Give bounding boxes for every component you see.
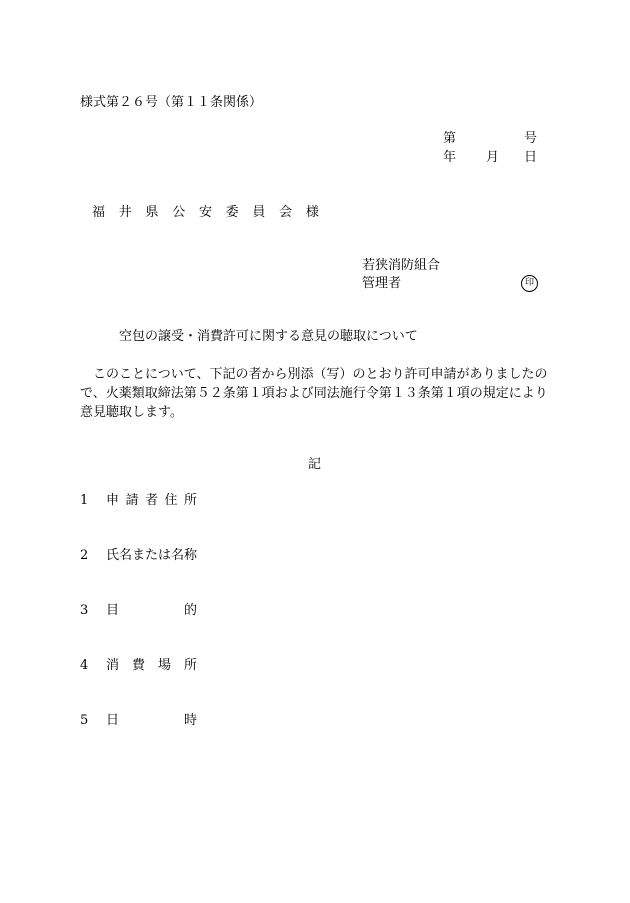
item-label-char: 的 (183, 603, 197, 618)
item-label-char: 者 (144, 493, 158, 508)
item-label-char: 請 (125, 493, 139, 508)
item-label-char: 目 (106, 603, 120, 618)
recipient-char: 安 (198, 205, 212, 220)
recipient-char: 員 (252, 205, 266, 220)
sender-organization: 若狭消防組合 (362, 258, 441, 273)
ki-heading: 記 (308, 457, 322, 472)
item-label-char: 場 (157, 658, 171, 673)
item-label (106, 658, 197, 674)
item-label-char: 日 (106, 713, 120, 728)
item-label-char: 住 (164, 493, 178, 508)
item-number: 3 (80, 603, 89, 618)
recipient (92, 205, 319, 221)
date-month-label: 月 (486, 150, 500, 165)
form-number: 様式第２６号（第１１条関係） (80, 95, 263, 110)
item-label-char: 時 (183, 713, 197, 728)
date-day-label: 日 (524, 150, 538, 165)
item-label-char: 所 (183, 658, 197, 673)
recipient-char: 様 (305, 205, 319, 220)
item-label-char: 所 (183, 493, 197, 508)
recipient-char: 会 (279, 205, 293, 220)
item-label-char: 費 (131, 658, 145, 673)
item-label (106, 713, 197, 729)
item-number: 2 (80, 548, 89, 563)
item-label: 氏名または名称 (106, 548, 198, 563)
seal-mark: 印 (521, 275, 538, 292)
item-number: 4 (80, 658, 89, 673)
recipient-char: 県 (145, 205, 159, 220)
recipient-char: 福 (92, 205, 106, 220)
item-number: 1 (80, 493, 89, 508)
item-number: 5 (80, 713, 89, 728)
document-number-suffix: 号 (524, 131, 538, 146)
recipient-char: 公 (172, 205, 186, 220)
item-label-char: 消 (106, 658, 120, 673)
body-paragraph: このことについて、下記の者から別添（写）のとおり許可申請がありましたので、火薬類取締法第５２条第１項および同法施行令第１３条第１項の規定により意見聴取します。 (80, 367, 548, 420)
recipient-char: 委 (225, 205, 239, 220)
item-label (106, 603, 197, 619)
item-label-char: 申 (106, 493, 120, 508)
item-label (106, 493, 197, 509)
document-number-prefix: 第 (443, 131, 457, 146)
recipient-char: 井 (118, 205, 132, 220)
date-year-label: 年 (443, 150, 457, 165)
sender-title: 管理者 (362, 276, 402, 291)
subject-line: 空包の譲受・消費許可に関する意見の聴取について (119, 329, 418, 344)
